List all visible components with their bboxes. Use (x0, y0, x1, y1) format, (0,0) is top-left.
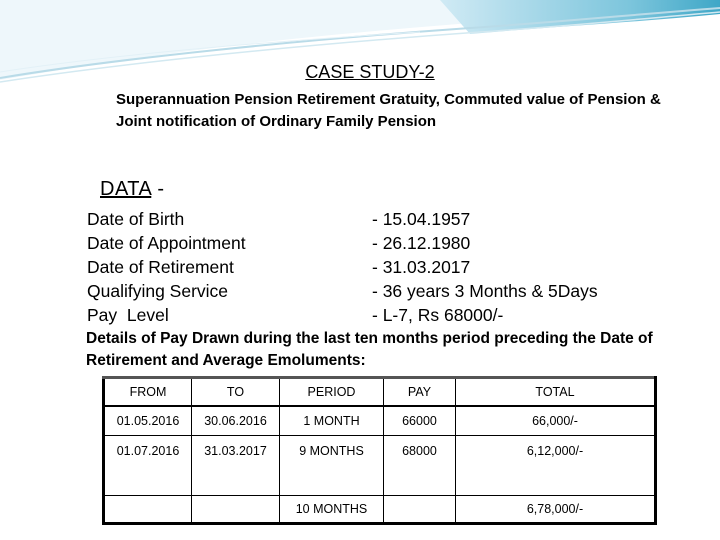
column-header-to: TO (192, 378, 280, 406)
pay-table (102, 376, 657, 525)
cell-total: 6,12,000/- (456, 436, 656, 496)
field-value-pay-level: - L-7, Rs 68000/- (372, 305, 504, 325)
cell-from: 01.07.2016 (104, 436, 192, 496)
cell-pay: 68000 (384, 436, 456, 496)
column-header-period: PERIOD (280, 378, 384, 406)
data-heading-dash: - (151, 178, 165, 200)
data-heading-label: DATA (100, 178, 152, 200)
field-label-retirement: Date of Retirement (87, 257, 234, 277)
cell-to (192, 496, 280, 524)
table-row (104, 406, 656, 436)
column-header-total: TOTAL (456, 378, 656, 406)
case-title: CASE STUDY-2 (305, 62, 435, 82)
table-total-row (104, 496, 656, 524)
column-header-from: FROM (104, 378, 192, 406)
cell-pay: 66000 (384, 406, 456, 436)
cell-grand-total: 6,78,000/- (456, 496, 656, 524)
cell-from: 01.05.2016 (104, 406, 192, 436)
column-header-pay: PAY (384, 378, 456, 406)
subtitle: Superannuation Pension Retirement Gratuity, Commuted value of Pension & Joint notification of Ordinary Family Pension (116, 91, 661, 130)
details-text: Details of Pay Drawn during the last ten months period preceding the Date of Retirement and Average Emoluments: (86, 330, 653, 369)
field-value-retirement: - 31.03.2017 (372, 257, 471, 277)
cell-period: 9 MONTHS (280, 436, 384, 496)
field-label-appointment: Date of Appointment (87, 233, 246, 253)
cell-pay (384, 496, 456, 524)
cell-period: 1 MONTH (280, 406, 384, 436)
cell-period-total: 10 MONTHS (280, 496, 384, 524)
field-label-pay-level: Pay Level (87, 305, 169, 325)
field-value-service: - 36 years 3 Months & 5Days (372, 281, 598, 301)
data-heading (100, 178, 165, 201)
cell-from (104, 496, 192, 524)
field-label-dob: Date of Birth (87, 209, 185, 229)
cell-total: 66,000/- (456, 406, 656, 436)
table-row (104, 436, 656, 496)
cell-to: 31.03.2017 (192, 436, 280, 496)
cell-to: 30.06.2016 (192, 406, 280, 436)
table-header-row (104, 378, 656, 406)
field-value-appointment: - 26.12.1980 (372, 233, 471, 253)
field-label-service: Qualifying Service (87, 281, 229, 301)
field-value-dob: - 15.04.1957 (372, 209, 471, 229)
